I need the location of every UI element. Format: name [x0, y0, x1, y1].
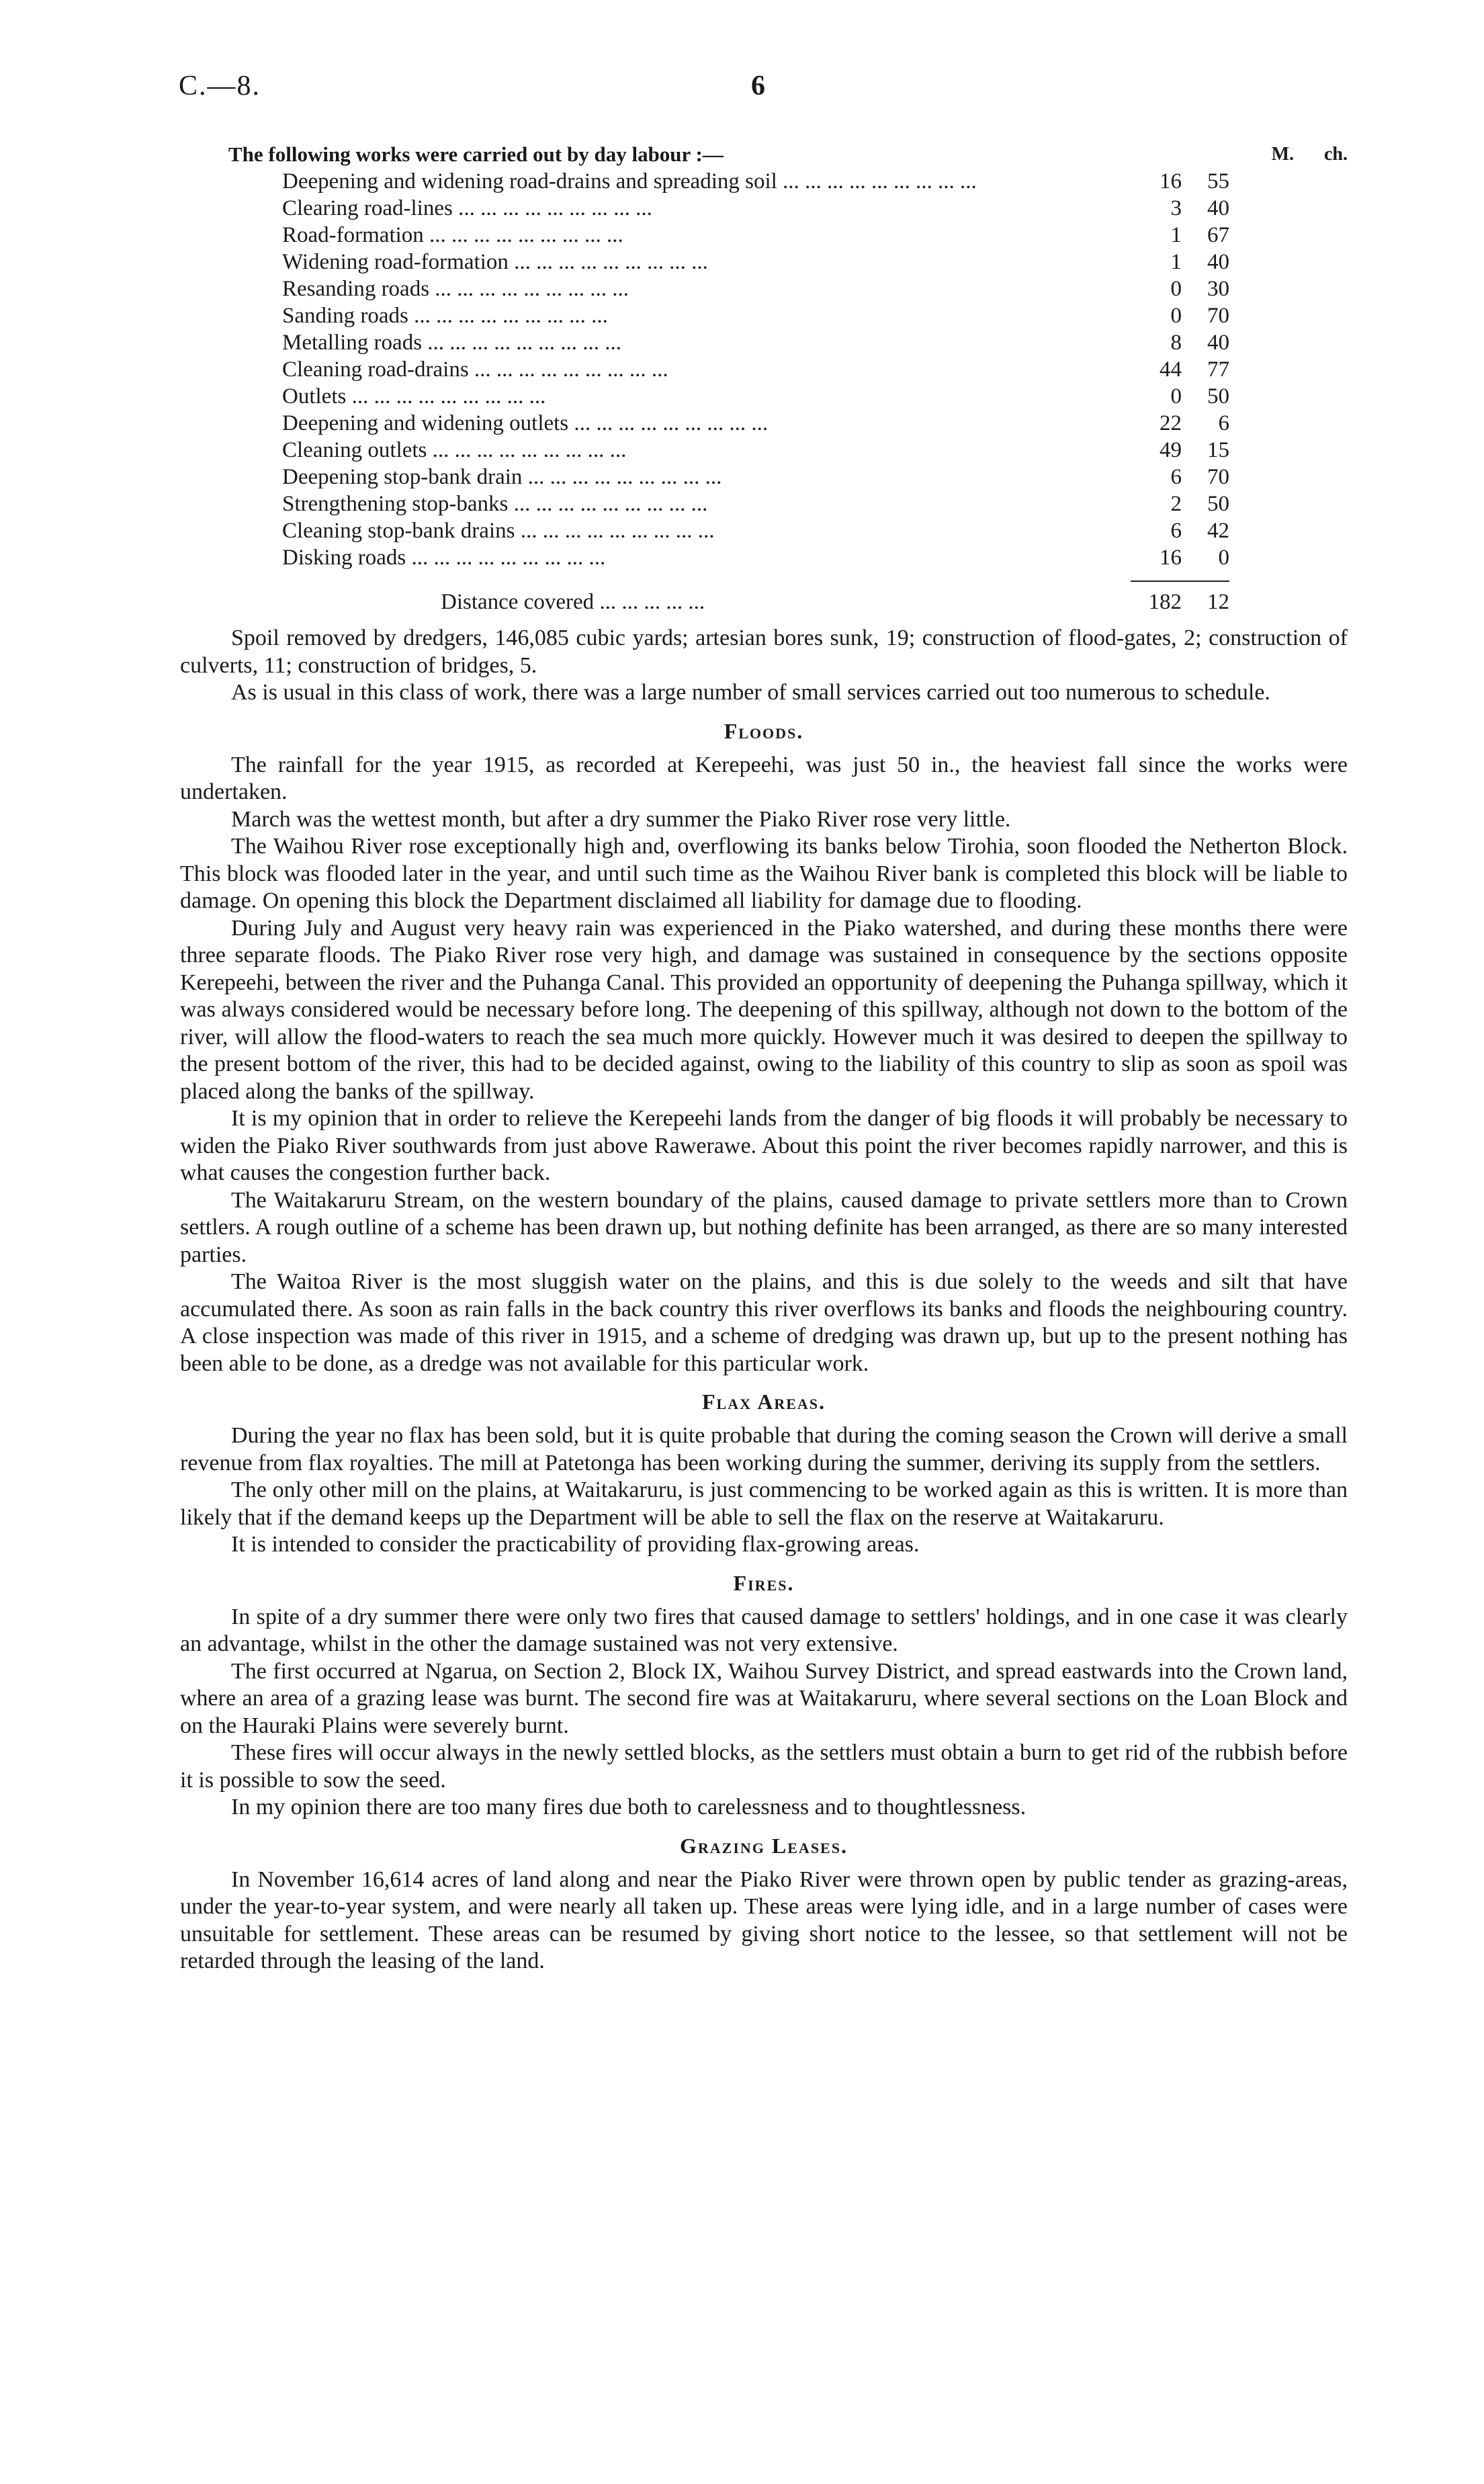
section-paragraph: The Waitakaruru Stream, on the western boundary of the plains, caused damage to private settlers more than to Crown settlers. A rough outline of a scheme has been drawn up, but nothing definite has been arranged, as there are so many interested parties.	[180, 1187, 1348, 1267]
works-row: Cleaning outlets ... ... ... ... ... ... ... ... ... 49 15	[282, 438, 1229, 462]
page-number: 6	[751, 71, 765, 101]
works-item-miles: 1	[1170, 223, 1182, 247]
works-item-miles: 49	[1160, 438, 1182, 462]
works-item-label: Road-formation	[282, 223, 424, 247]
sum-rule	[282, 571, 1229, 581]
total-chains: 12	[1207, 590, 1229, 614]
works-item-label: Deepening stop-bank drain	[282, 465, 523, 489]
total-row: Distance covered ... ... ... ... ... 182 12	[282, 581, 1229, 615]
intro-paragraph-spoil: Spoil removed by dredgers, 146,085 cubic yards; artesian bores sunk, 19; construction of flood-gates, 2; construction of culverts, 11; construction of bridges, 5.	[180, 626, 1348, 678]
works-item-miles: 16	[1160, 169, 1182, 194]
section-heading: Grazing Leases.	[680, 1833, 848, 1858]
section-paragraph: These fires will occur always in the newly settled blocks, as the settlers must obtain a burn to get rid of the rubbish before it is possible to sow the seed.	[180, 1740, 1348, 1793]
works-item-chains: 30	[1207, 277, 1229, 301]
works-item-miles: 0	[1170, 304, 1182, 328]
section-paragraph: The first occurred at Ngarua, on Section 2, Block IX, Waihou Survey District, and spread eastwards into the Crown land, where an area of a grazing lease was burnt. The second fire was at Waitakaruru, where several sections on the Loan Block and on the Hauraki Plains were severely burnt.	[180, 1658, 1348, 1738]
section-paragraph: It is my opinion that in order to relieve the Kerepeehi lands from the danger of big floods it will probably be necessary to widen the Piako River southwards from just above Rawerawe. About this point the river becomes rapidly narrower, and this is what causes the congestion further back.	[180, 1106, 1348, 1185]
works-row: Road-formation ... ... ... ... ... ... ... ... ... 1 67	[282, 223, 1229, 247]
works-row: Widening road-formation ... ... ... ... ... ... ... ... ... 1 40	[282, 250, 1229, 274]
works-item-miles: 8	[1170, 331, 1182, 355]
works-item-label: Clearing road-lines	[282, 196, 453, 220]
works-item-miles: 0	[1170, 384, 1182, 409]
works-item-chains: 42	[1207, 519, 1229, 543]
works-item-label: Resanding roads	[282, 277, 430, 301]
section-paragraph: In spite of a dry summer there were only two fires that caused damage to settlers' holdings, and in one case it was clearly an advantage, whilst in the other the damage sustained was not very extensive.	[180, 1604, 1348, 1656]
works-item-miles: 3	[1170, 196, 1182, 220]
section-paragraph: The only other mill on the plains, at Waitakaruru, is just commencing to be worked again as this is written. It is more than likely that if the demand keeps up the Department will be able to sell the flax on the reserve at Waitakaruru.	[180, 1477, 1348, 1530]
works-item-label: Metalling roads	[282, 331, 423, 355]
works-row: Deepening and widening road-drains and spreading soil ... ... ... ... ... ... ... ... ... 16 55	[282, 169, 1229, 194]
works-item-label: Sanding roads	[282, 304, 408, 328]
works-item-label: Deepening and widening road-drains and spreading soil	[282, 169, 777, 194]
works-item-label: Strengthening stop-banks	[282, 492, 509, 516]
section-paragraph: The rainfall for the year 1915, as recorded at Kerepeehi, was just 50 in., the heaviest fall since the works were undertaken.	[180, 752, 1348, 804]
works-table	[282, 168, 1229, 615]
section-paragraph: In November 16,614 acres of land along and near the Piako River were thrown open by public tender as grazing-areas, under the year-to-year system, and were nearly all taken up. These areas were lying idle, and in a large number of cases were unsuitable for settlement. These areas can be resumed by giving short notice to the lessee, so that settlement will not be retarded through the leasing of the land.	[180, 1867, 1348, 1973]
page-body	[180, 141, 1348, 1975]
works-row: Outlets ... ... ... ... ... ... ... ... ... 0 50	[282, 384, 1229, 409]
works-item-chains: 0	[1218, 546, 1229, 570]
section-paragraph: March was the wettest month, but after a dry summer the Piako River rose very little.	[231, 806, 1011, 832]
works-item-label: Outlets	[282, 384, 347, 409]
works-row: Disking roads ... ... ... ... ... ... ... ... ... 16 0	[282, 546, 1229, 570]
works-row: Resanding roads ... ... ... ... ... ... ... ... ... 0 30	[282, 277, 1229, 301]
works-item-miles: 22	[1160, 411, 1182, 435]
works-item-chains: 15	[1207, 438, 1229, 462]
works-item-miles: 6	[1170, 465, 1182, 489]
works-row: Sanding roads ... ... ... ... ... ... ... ... ... 0 70	[282, 304, 1229, 328]
works-item-chains: 50	[1207, 492, 1229, 516]
works-item-label: Cleaning road-drains	[282, 357, 469, 382]
works-item-miles: 16	[1160, 546, 1182, 570]
works-row: Clearing road-lines ... ... ... ... ... ... ... ... ... 3 40	[282, 196, 1229, 220]
section-heading: Fires.	[733, 1570, 795, 1595]
works-item-chains: 40	[1207, 331, 1229, 355]
works-item-chains: 67	[1207, 223, 1229, 247]
unit-chains: ch.	[1324, 144, 1348, 165]
works-intro: The following works were carried out by day labour :—	[228, 142, 724, 166]
total-label: Distance covered	[441, 589, 595, 614]
works-item-chains: 55	[1207, 169, 1229, 194]
works-row: Deepening stop-bank drain ... ... ... ... ... ... ... ... ... 6 70	[282, 465, 1229, 489]
section-paragraph: The Waihou River rose exceptionally high and, overflowing its banks below Tirohia, soon flooded the Netherton Block. This block was flooded later in the year, and until such time as the Waihou River bank is completed this block will be liable to damage. On opening this block the Department disclaimed all liability for damage due to flooding.	[180, 834, 1348, 913]
works-row: Deepening and widening outlets ... ... ... ... ... ... ... ... ... 22 6	[282, 411, 1229, 435]
intro-paragraph-services: As is usual in this class of work, there was a large number of small services carried out too numerous to schedule.	[231, 680, 1270, 705]
works-item-miles: 1	[1170, 250, 1182, 274]
works-item-chains: 77	[1207, 357, 1229, 382]
works-item-label: Cleaning outlets	[282, 438, 427, 462]
report-sections	[180, 719, 1348, 1975]
total-miles: 182	[1148, 590, 1182, 614]
section-paragraph: During the year no flax has been sold, but it is quite probable that during the coming season the Crown will derive a small revenue from flax royalties. The mill at Patetonga has been working during the summer, deriving its supply from the settlers.	[180, 1423, 1348, 1475]
works-row: Strengthening stop-banks ... ... ... ... ... ... ... ... ... 2 50	[282, 492, 1229, 516]
works-item-label: Widening road-formation	[282, 250, 509, 274]
works-item-miles: 44	[1160, 357, 1182, 382]
works-item-label: Cleaning stop-bank drains	[282, 519, 515, 543]
works-units	[1240, 141, 1348, 168]
works-item-miles: 6	[1170, 519, 1182, 543]
section-paragraph: The Waitoa River is the most sluggish water on the plains, and this is due solely to the weeds and silt that have accumulated there. As soon as rain falls in the back country this river overflows its banks and floods the neighbouring country. A close inspection was made of this river in 1915, and a scheme of dredging was drawn up, but up to the present nothing has been able to be done, as a dredge was not available for this particular work.	[180, 1269, 1348, 1376]
section-paragraph: During July and August very heavy rain was experienced in the Piako watershed, and during these months there were three separate floods. The Piako River rose very high, and damage was sustained in consequence by the sections opposite Kerepeehi, between the river and the Puhanga Canal. This provided an opportunity of deepening the Puhanga spillway, which it was always considered would be necessary before long. The deepening of this spillway, although not down to the bottom of the river, will allow the flood-waters to reach the sea much more quickly. However much it was desired to deepen the spillway to the present bottom of the river, this had to be decided against, owing to the liability of this country to slip as soon as spoil was placed along the banks of the spillway.	[180, 915, 1348, 1104]
works-item-miles: 2	[1170, 492, 1182, 516]
section-heading: Flax Areas.	[701, 1389, 826, 1414]
works-header	[228, 141, 1348, 168]
works-item-label: Deepening and widening outlets	[282, 411, 569, 435]
works-item-chains: 6	[1218, 411, 1229, 435]
works-item-chains: 40	[1207, 196, 1229, 220]
works-row: Cleaning stop-bank drains ... ... ... ... ... ... ... ... ... 6 42	[282, 519, 1229, 543]
works-item-chains: 40	[1207, 250, 1229, 274]
page-reference: C.—8.	[179, 71, 261, 101]
works-row: Metalling roads ... ... ... ... ... ... ... ... ... 8 40	[282, 331, 1229, 355]
section-paragraph: It is intended to consider the practicability of providing flax-growing areas.	[231, 1532, 920, 1557]
works-row: Cleaning road-drains ... ... ... ... ... ... ... ... ... 44 77	[282, 357, 1229, 382]
works-item-chains: 70	[1207, 465, 1229, 489]
section-paragraph: In my opinion there are too many fires due both to carelessness and to thoughtlessness.	[231, 1795, 1027, 1819]
unit-miles: M.	[1271, 144, 1294, 165]
works-item-chains: 50	[1207, 384, 1229, 409]
section-heading: Floods.	[724, 718, 804, 743]
works-item-chains: 70	[1207, 304, 1229, 328]
works-item-miles: 0	[1170, 277, 1182, 301]
works-item-label: Disking roads	[282, 546, 406, 570]
